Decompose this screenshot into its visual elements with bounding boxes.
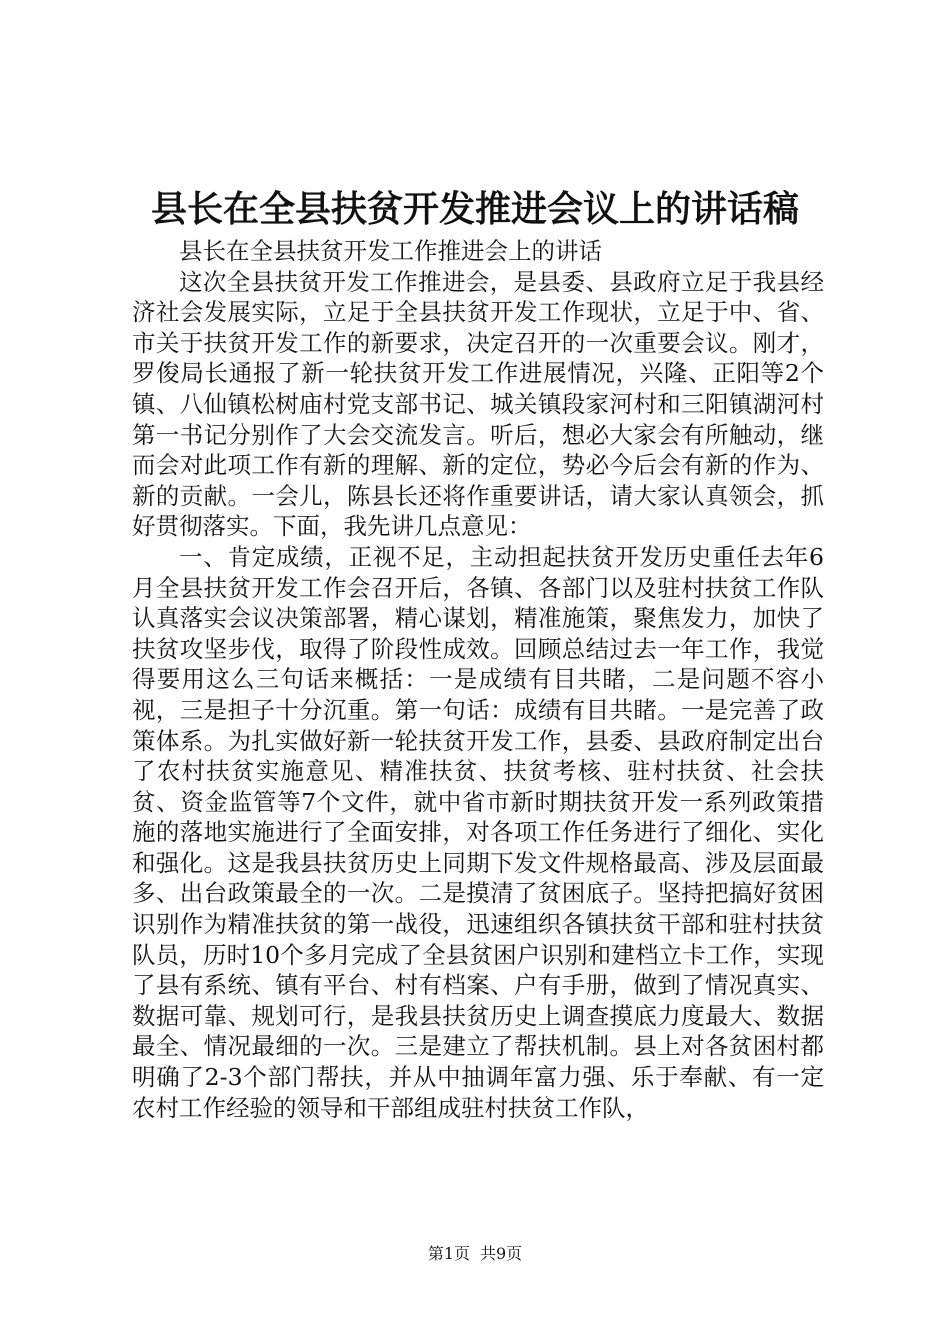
page-number-current: 第1页 xyxy=(427,1244,470,1263)
document-body xyxy=(132,236,824,1123)
body-paragraph: 这次全县扶贫开发工作推进会，是县委、县政府立足于我县经济社会发展实际，立足于全县扶贫开发工作现状，立足于中、省、市关于扶贫开发工作的新要求，决定召开的一次重要会议。刚才，罗俊局长通报了新一轮扶贫开发工作进展情况，兴隆、正阳等2个镇、八仙镇松树庙村党支部书记、城关镇段家河村和三阳镇湖河村第一书记分别作了大会交流发言。听后，想必大家会有所触动，继而会对此项工作有新的理解、新的定位，势必今后会有新的作为、新的贡献。一会儿，陈县长还将作重要讲话，请大家认真领会，抓好贯彻落实。下面，我先讲几点意见： xyxy=(132,267,824,541)
subtitle-paragraph: 县长在全县扶贫开发工作推进会上的讲话 xyxy=(179,237,602,265)
page-number-total: 共9页 xyxy=(480,1244,523,1263)
body-paragraph: 一、肯定成绩，正视不足，主动担起扶贫开发历史重任去年6月全县扶贫开发工作会召开后，各镇、各部门以及驻村扶贫工作队认真落实会议决策部署，精心谋划，精准施策，聚焦发力，加快了扶贫攻坚步伐，取得了阶段性成效。回顾总结过去一年工作，我觉得要用这么三句话来概括：一是成绩有目共睹，二是问题不容小视，三是担子十分沉重。第一句话：成绩有目共睹。一是完善了政策体系。为扎实做好新一轮扶贫开发工作，县委、县政府制定出台了农村扶贫实施意见、精准扶贫、扶贫考核、驻村扶贫、社会扶贫、资金监管等7个文件，就中省市新时期扶贫开发一系列政策措施的落地实施进行了全面安排，对各项工作任务进行了细化、实化和强化。这是我县扶贫历史上同期下发文件规格最高、涉及层面最多、出台政策最全的一次。二是摸清了贫困底子。坚持把搞好贫困识别作为精准扶贫的第一战役，迅速组织各镇扶贫干部和驻村扶贫队员，历时10个多月完成了全县贫困户识别和建档立卡工作，实现了县有系统、镇有平台、村有档案、户有手册，做到了情况真实、数据可靠、规划可行，是我县扶贫历史上调查摸底力度最大、数据最全、情况最细的一次。三是建立了帮扶机制。县上对各贫困村都明确了2-3个部门帮扶，并从中抽调年富力强、乐于奉献、有一定农村工作经验的领导和干部组成驻村扶贫工作队， xyxy=(132,542,824,1122)
document-title: 县长在全县扶贫开发推进会议上的讲话稿 xyxy=(150,188,799,230)
page-footer xyxy=(0,1242,950,1266)
